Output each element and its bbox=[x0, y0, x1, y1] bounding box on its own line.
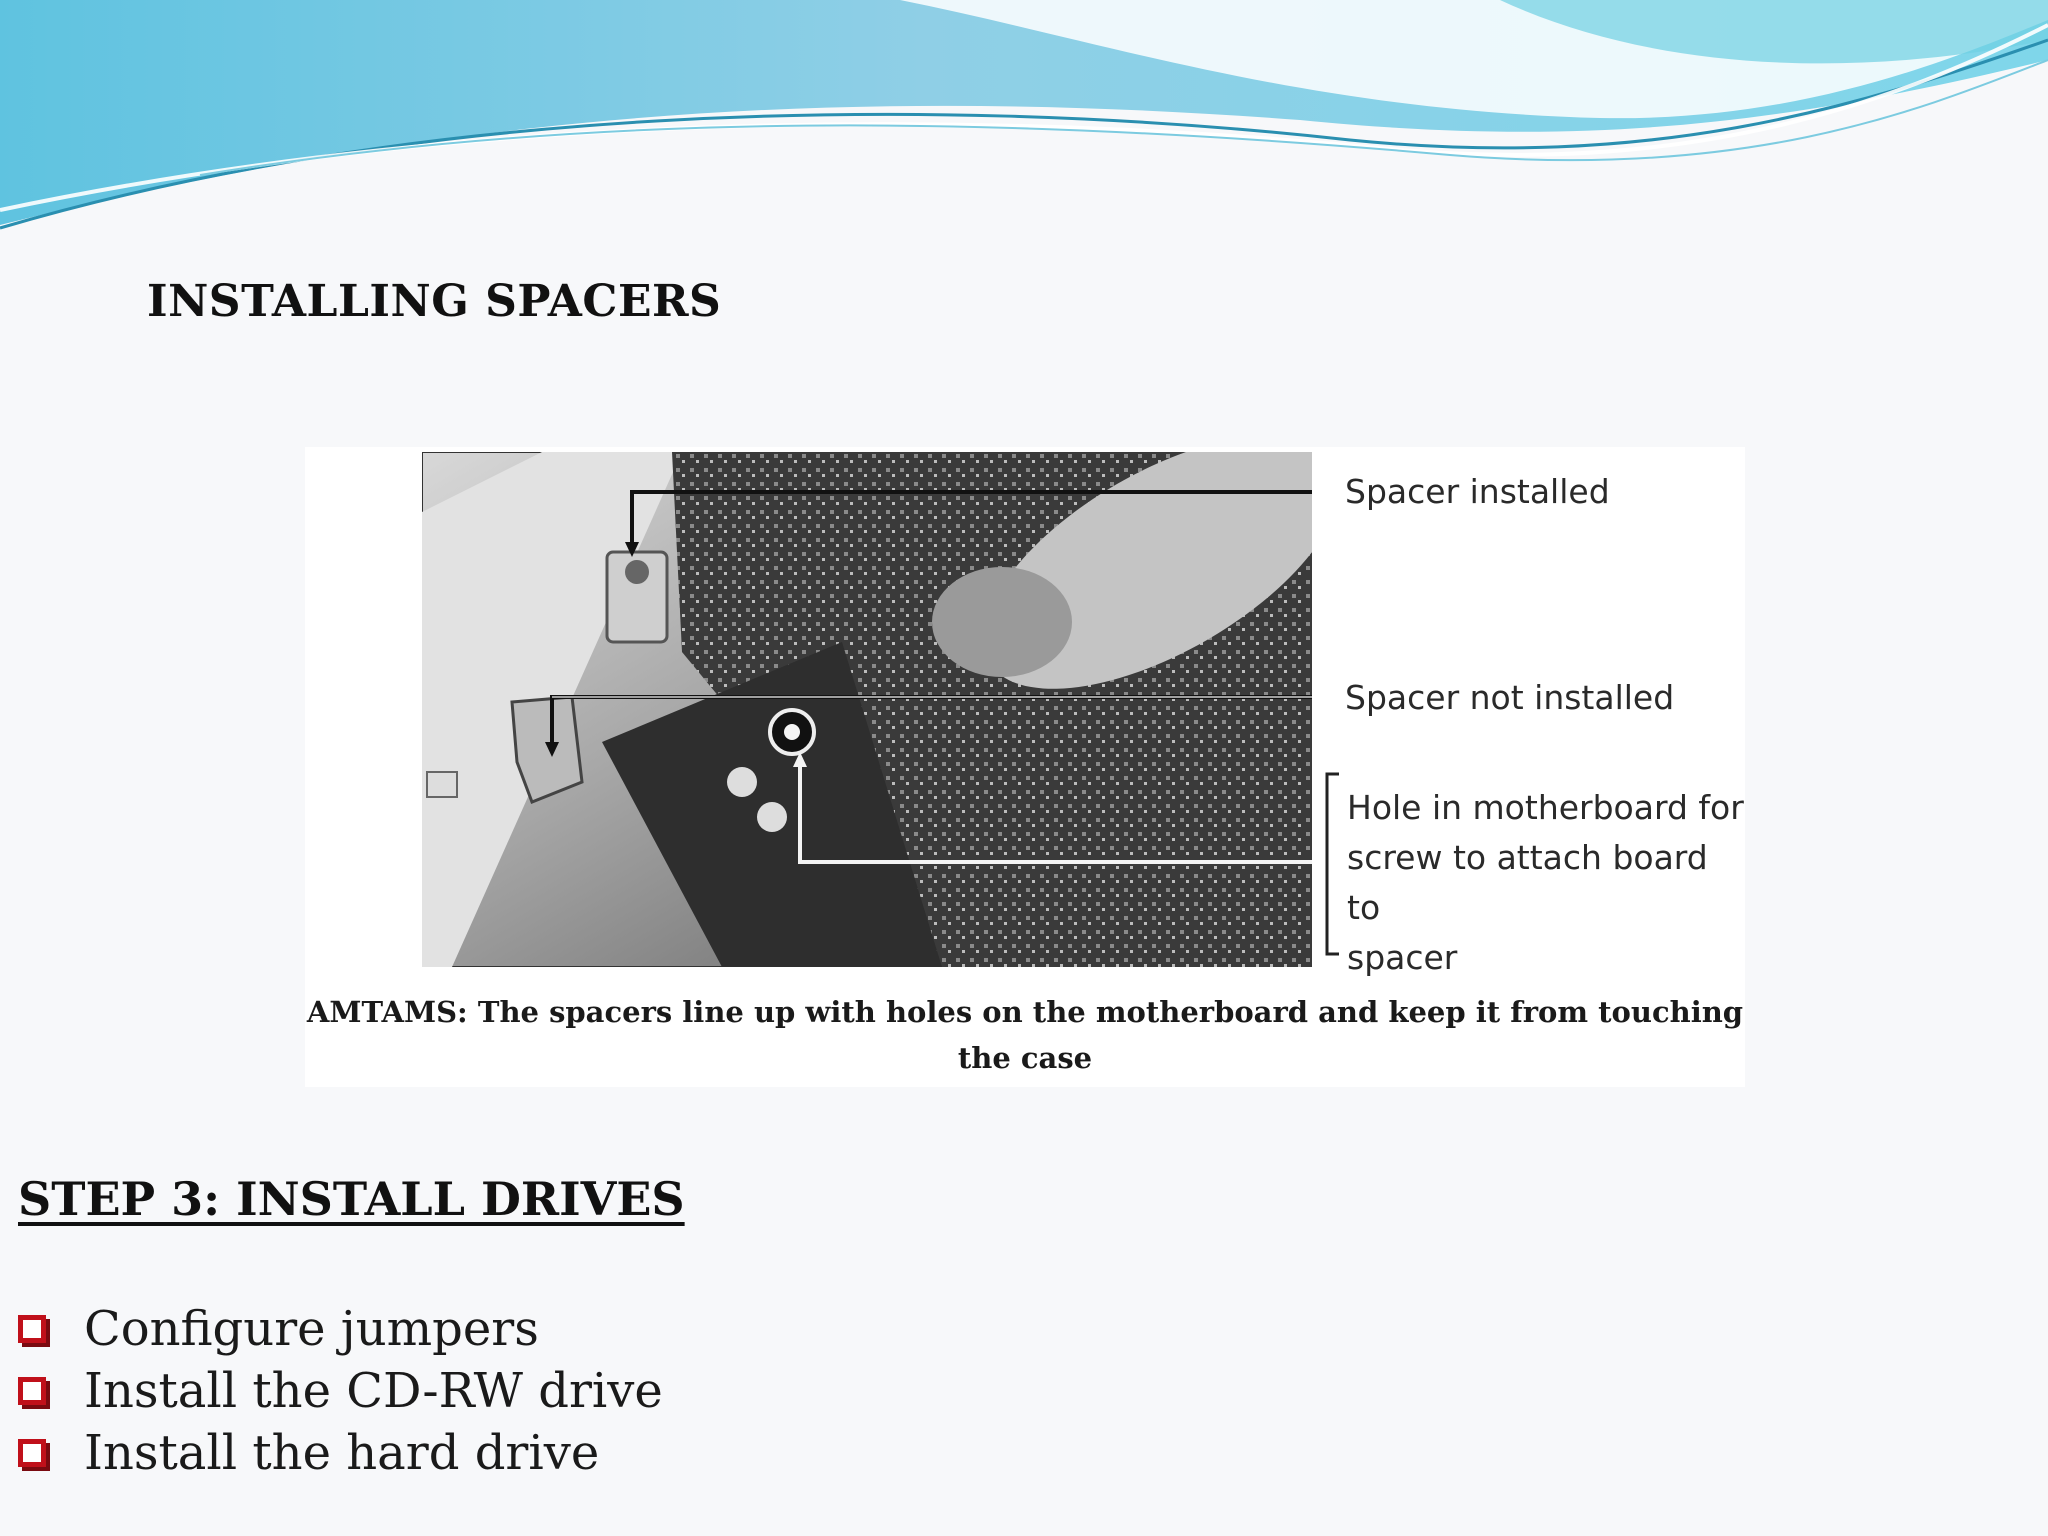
checkbox-icon bbox=[18, 1439, 46, 1467]
motherboard-photo bbox=[422, 452, 1312, 967]
slide-heading: INSTALLING SPACERS bbox=[147, 276, 722, 327]
callout-spacer-installed: Spacer installed bbox=[1345, 472, 1610, 511]
step-list bbox=[18, 1298, 663, 1484]
top-wave-banner bbox=[0, 0, 2048, 240]
callout-hole-in-motherboard: Hole in motherboard for screw to attach board to spacer bbox=[1347, 788, 1744, 977]
step-title: STEP 3: INSTALL DRIVES bbox=[18, 1172, 685, 1226]
checkbox-icon bbox=[18, 1377, 46, 1405]
spacer-figure bbox=[305, 447, 1745, 1087]
list-item: Configure jumpers bbox=[18, 1298, 663, 1360]
callout-spacer-not-installed: Spacer not installed bbox=[1345, 678, 1675, 717]
figure-caption: AMTAMS: The spacers line up with holes on the motherboard and keep it from touching the case bbox=[306, 995, 1744, 1075]
callout-bracket bbox=[1323, 772, 1343, 957]
list-item: Install the hard drive bbox=[18, 1422, 663, 1484]
list-item: Install the CD-RW drive bbox=[18, 1360, 663, 1422]
checkbox-icon bbox=[18, 1315, 46, 1343]
